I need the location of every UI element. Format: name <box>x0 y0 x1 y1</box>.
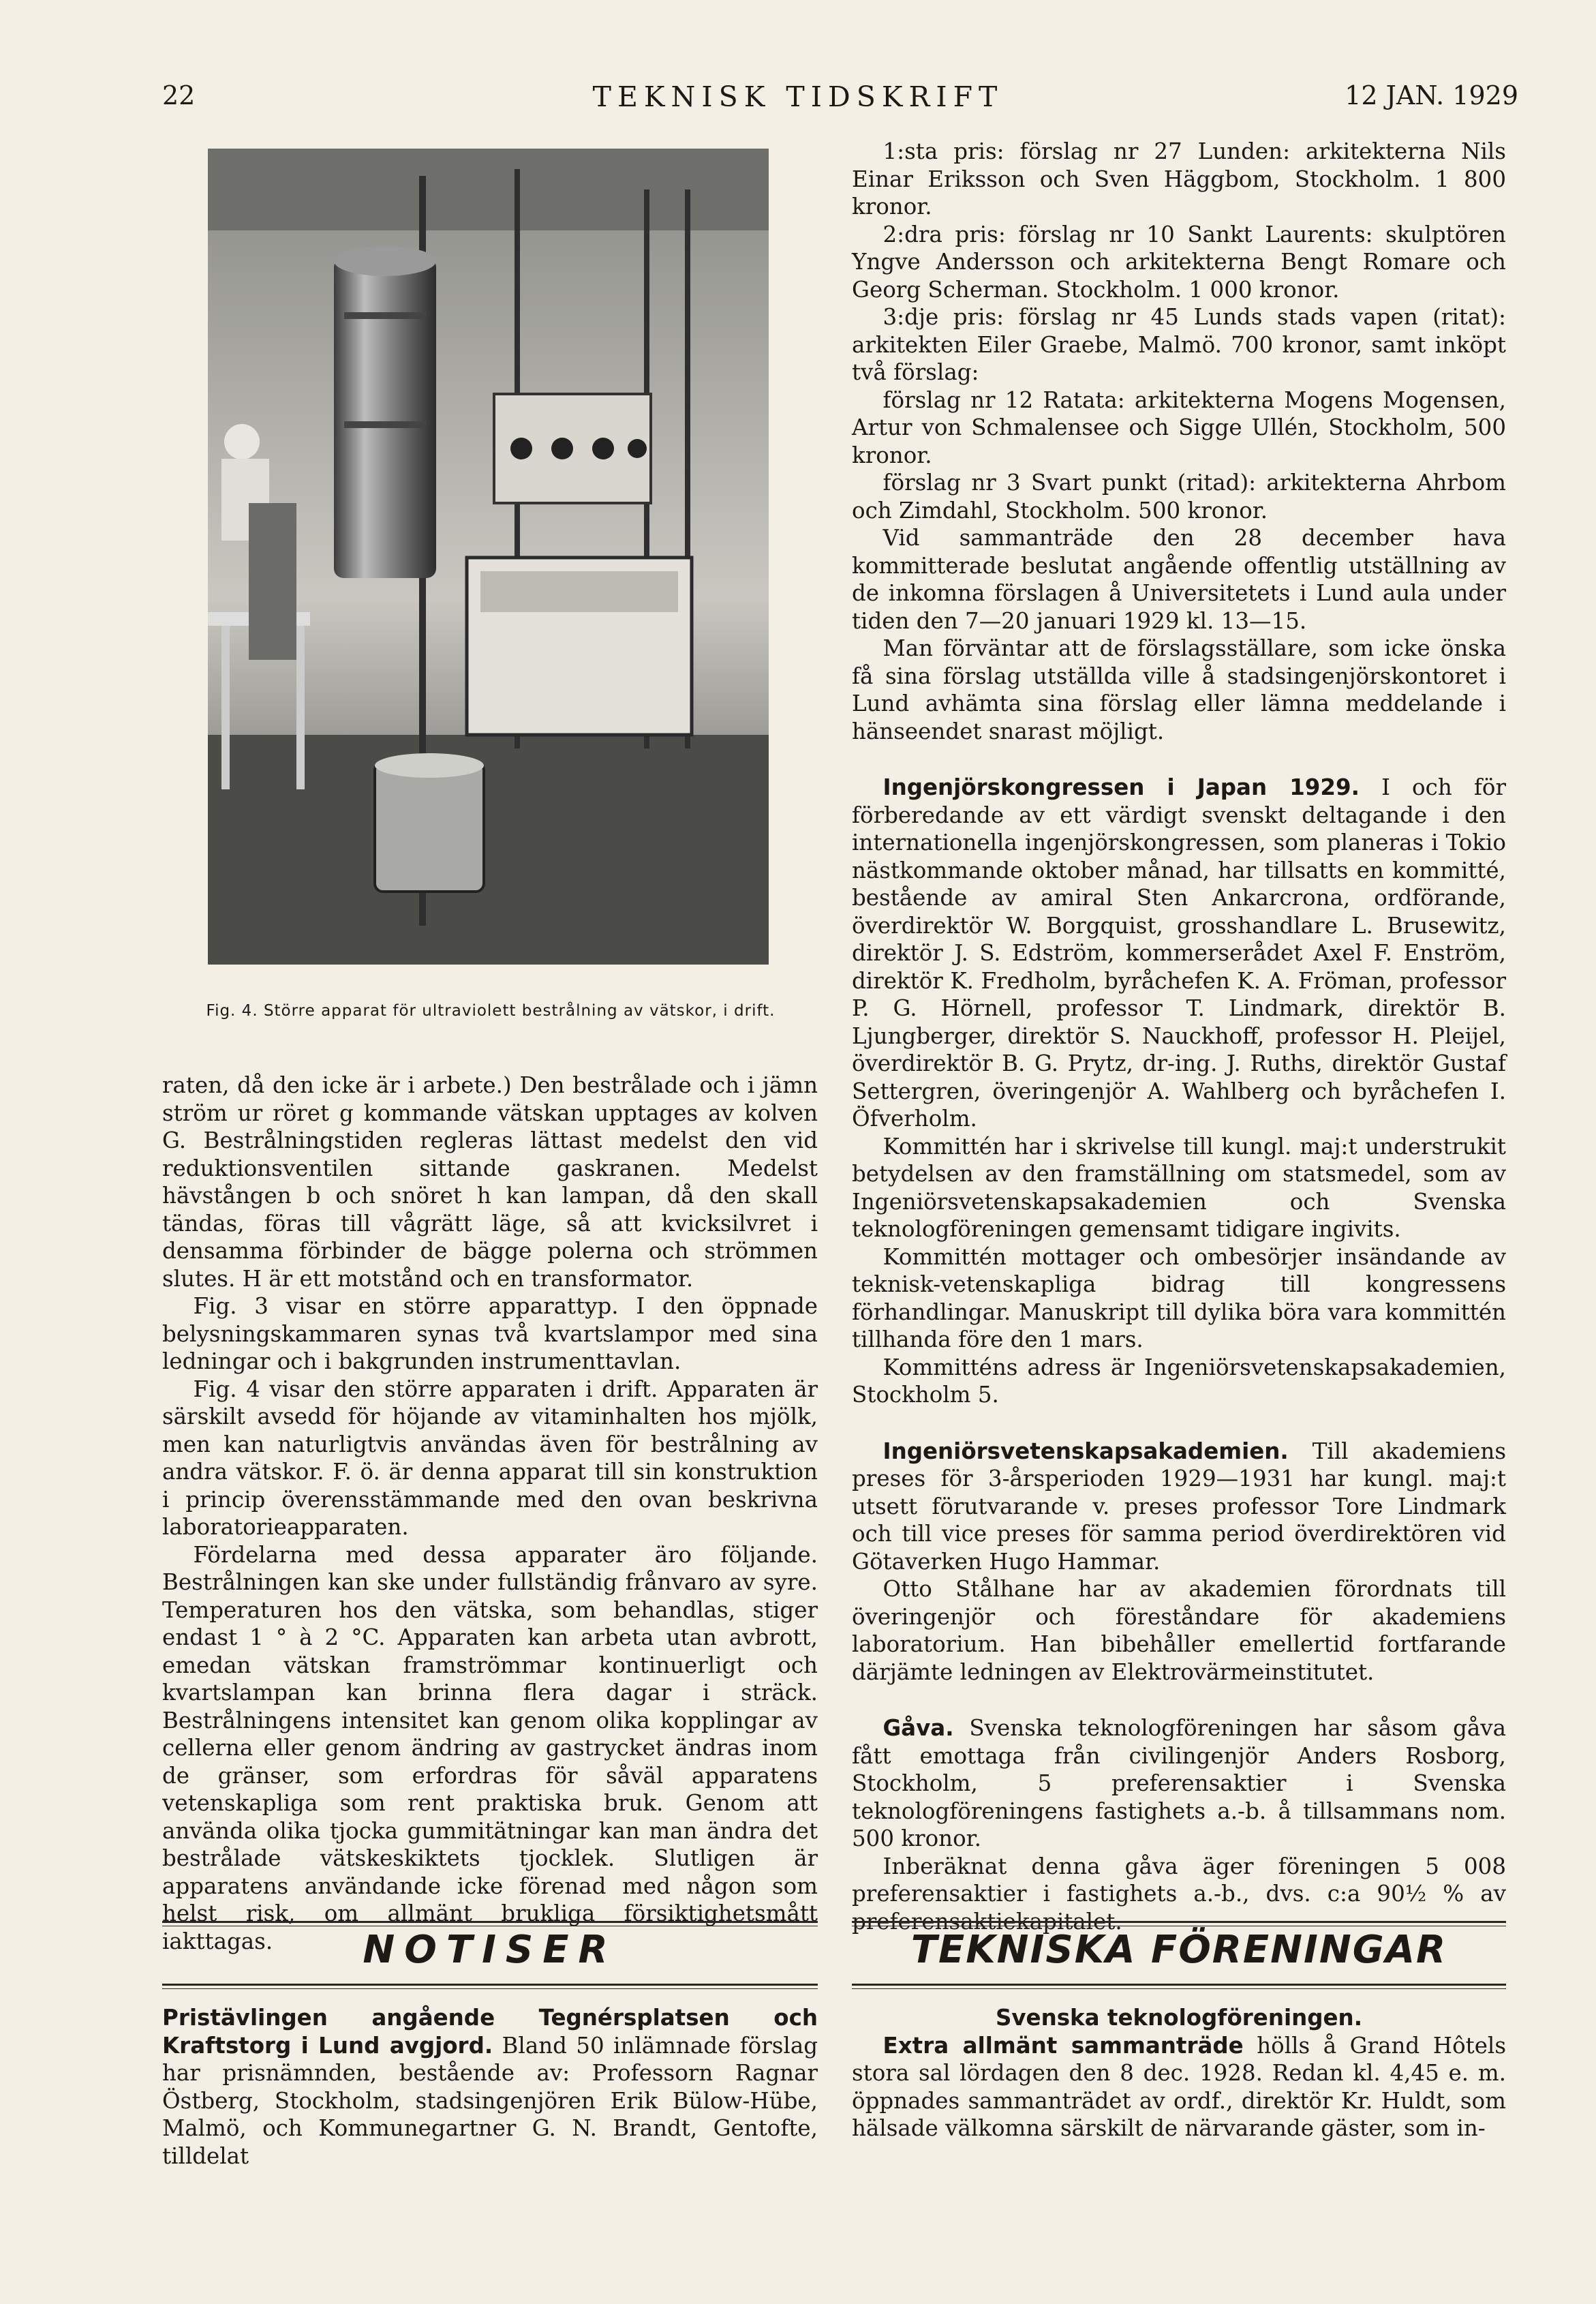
divider <box>162 1921 818 1926</box>
notiser-item <box>162 2004 818 2170</box>
paragraph: Otto Stålhane har av akademien förordnats till överingenjör och föreståndare för akademiens laboratorium. Han bibehåller emellertid fortfarande därjämte ledningen av Elektrovärmeinstitutet. <box>852 1576 1506 1685</box>
gava-paragraph <box>852 1714 1506 1853</box>
iva-paragraph <box>852 1438 1506 1576</box>
tf-subheading: Svenska teknologföreningen. <box>995 2005 1363 2031</box>
prize-entry: 2:dra pris: förslag nr 10 Sankt Laurents: skulptören Yngve Andersson och arkitekterna Bengt Romare och Georg Scherman. Stockholm. 1 000 kronor. <box>852 221 1506 303</box>
journal-title: TEKNISK TIDSKRIFT <box>592 80 1004 113</box>
paragraph: raten, då den icke är i arbete.) Den bestrålade och i jämn ström ur röret g kommande vätskan upptages av kolven G. Bestrålningstiden regleras lättast medelst den vid reduktionsventilen sittande gaskranen. Medelst hävstången b och snöret h kan lampan, då den skall tändas, föras till vågrätt läge, så att kvicksilvret i densamma förbinder de bägge polerna och strömmen slutes. H är ett motstånd och en transformator. <box>162 1072 818 1292</box>
paragraph: Man förväntar att de förslagsställare, som icke önska få sina förslag utställda ville å stadsingenjörskontoret i Lund avhämta sina förslag eller lämna meddelande i hänseendet snarast möjligt. <box>852 635 1506 744</box>
paragraph: Kommittén mottager och ombesörjer insändande av teknisk-vetenskapliga bidrag till kongressens förhandlingar. Manuskript till dylika böra vara kommittén tillhanda före den 1 mars. <box>852 1243 1506 1352</box>
issue-date: 12 JAN. 1929 <box>1345 80 1518 110</box>
tf-item-text: hölls å Grand Hôtels stora sal lördagen den 8 dec. 1928. Redan kl. 4,45 e. m. öppnades sammanträdet av ordf., direktör Kr. Huldt, som hälsade välkomna särskilt de närvarande gäster, som in- <box>852 2032 1506 2141</box>
right-column-text <box>852 138 1506 1935</box>
japan-heading: Ingenjörskongressen i Japan 1929. <box>883 774 1360 800</box>
divider <box>852 1984 1506 1989</box>
notiser-body <box>162 2004 818 2170</box>
japan-paragraph <box>852 774 1506 1133</box>
paragraph: Fig. 3 visar en större apparattyp. I den öppnade belysningskammaren synas två kvartslampor med sina ledningar och i bakgrunden instrumenttavlan. <box>162 1293 818 1374</box>
paragraph: Fördelarna med dessa apparater äro följande. Bestrålningen kan ske under fullständig frånvaro av syre. Temperaturen hos den vätska, som behandlas, stiger endast 1 ° à 2 °C. Apparaten kan arbeta utan avbrott, emedan vätskan framströmmar kontinuerligt och kvartslampan kan brinna flera dagar i sträck. Bestrålningens intensitet kan genom olika kopplingar av cellerna eller genom ändring av gastrycket ändras inom de gränser, som erfordras för såväl apparatens vetenskapliga som rent praktiska bruk. Genom att använda olika tjocka gummitätningar kan man ändra det bestrålade vätskeskiktets tjocklek. Slutligen är apparatens användande icke förenad med någon som helst risk, om allmänt brukliga försiktighetsmått iakttagas. <box>162 1541 818 1954</box>
section-title-tekniska-foreningar: TEKNISKA FÖRENINGAR <box>910 1928 1447 1972</box>
gava-text: Svenska teknologföreningen har såsom gåva fått emottaga från civilingenjör Anders Rosborg, Stockholm, 5 preferensaktier i Svenska teknologföreningens fastighets a.-b. å tillsammans nom. 500 kronor. <box>852 1715 1506 1851</box>
figure-caption: Fig. 4. Större apparat för ultraviolett bestrålning av vätskor, i drift. <box>206 1002 776 1020</box>
gava-heading: Gåva. <box>883 1715 954 1741</box>
paragraph: Kommitténs adress är Ingeniörsvetenskapsakademien, Stockholm 5. <box>852 1354 1506 1408</box>
paragraph: Vid sammanträde den 28 december hava kommitterade beslutat angående offentlig utställning av de inkomna förslagen å Universitetets i Lund aula under tiden den 7—20 januari 1929 kl. 13—15. <box>852 525 1506 634</box>
paragraph: Kommittén har i skrivelse till kungl. maj:t understrukit betydelsen av den framställning om statsmedel, som av Ingeniörsvetenskapsakademien och Svenska teknologföreningen gemensamt tidigare ingivits. <box>852 1133 1506 1242</box>
notiser-item-heading: Pristävlingen angående Tegnérsplatsen och Kraftstorg i Lund avgjord. <box>162 2005 818 2059</box>
page-number: 22 <box>162 80 196 110</box>
japan-text: I och för förberedande av ett värdigt svenskt deltagande i den internationella ingenjörskongressen, som planeras i Tokio nästkommande oktober månad, har tillsatts en kommitté, bestående av amiral Sten Ankarcrona, ordförande, överdirektör W. Borgquist, grosshandlare L. Brusewitz, direktör J. S. Edström, kommerserådet Axel F. Enström, direktör K. Fredholm, byråchefen K. A. Fröman, professor P. G. Hörnell, professor T. Lindmark, direktör B. Ljungberger, direktör S. Nauckhoff, professor H. Pleijel, överdirektör B. G. Prytz, dr-ing. J. Ruths, direktör Gustaf Settergren, överingenjör A. Wahlberg och byråchefen I. Öfverholm. <box>852 774 1506 1132</box>
divider <box>852 1921 1506 1926</box>
paragraph: Inberäknat denna gåva äger föreningen 5 008 preferensaktier i fastighets a.-b., dvs. c:a 90½ % av preferensaktiekapitalet. <box>852 1853 1506 1935</box>
iva-text: Till akademiens preses för 3-årsperioden 1929—1931 har kungl. maj:t utsett förutvarande v. preses professor Tore Lindmark och till vice preses för samma period överdirektören vid Götaverken Hugo Hammar. <box>852 1438 1506 1575</box>
tf-item <box>852 2032 1506 2142</box>
notiser-item-text: Bland 50 inlämnade förslag har prisnämnden, bestående av: Professorn Ragnar Östberg, Stockholm, stadsingenjören Erik Bülow-Hübe, Malmö, och Kommunegartner G. N. Brandt, Gentofte, tilldelat <box>162 2032 818 2169</box>
prize-entry: förslag nr 12 Ratata: arkitekterna Mogens Mogensen, Artur von Schmalensee och Sigge Ullén, Stockholm, 500 kronor. <box>852 386 1506 468</box>
prize-entry: 1:sta pris: förslag nr 27 Lunden: arkitekterna Nils Einar Eriksson och Sven Häggbom, Stockholm. 1 800 kronor. <box>852 138 1506 219</box>
tekniska-foreningar-body <box>852 2004 1506 2142</box>
prize-entry: 3:dje pris: förslag nr 45 Lunds stads vapen (ritat): arkitekten Eiler Graebe, Malmö. 700 kronor, samt inköpt två förslag: <box>852 304 1506 385</box>
figure-photo <box>208 149 769 965</box>
left-column-text <box>162 1072 818 1955</box>
divider <box>162 1984 818 1989</box>
paragraph: Fig. 4 visar den större apparaten i drift. Apparaten är särskilt avsedd för höjande av vitaminhalten hos mjölk, men kan naturligtvis användas även för bestrålning av andra vätskor. F. ö. är denna apparat till sin konstruktion i princip överensstämmande med den ovan beskrivna laboratorieapparaten. <box>162 1376 818 1540</box>
iva-heading: Ingeniörsvetenskapsakademien. <box>883 1438 1289 1464</box>
tf-item-heading: Extra allmänt sammanträde <box>883 2032 1244 2059</box>
section-title-notiser: NOTISER <box>363 1928 617 1972</box>
prize-entry: förslag nr 3 Svart punkt (ritad): arkitekterna Ahrbom och Zimdahl, Stockholm. 500 kronor. <box>852 470 1506 524</box>
